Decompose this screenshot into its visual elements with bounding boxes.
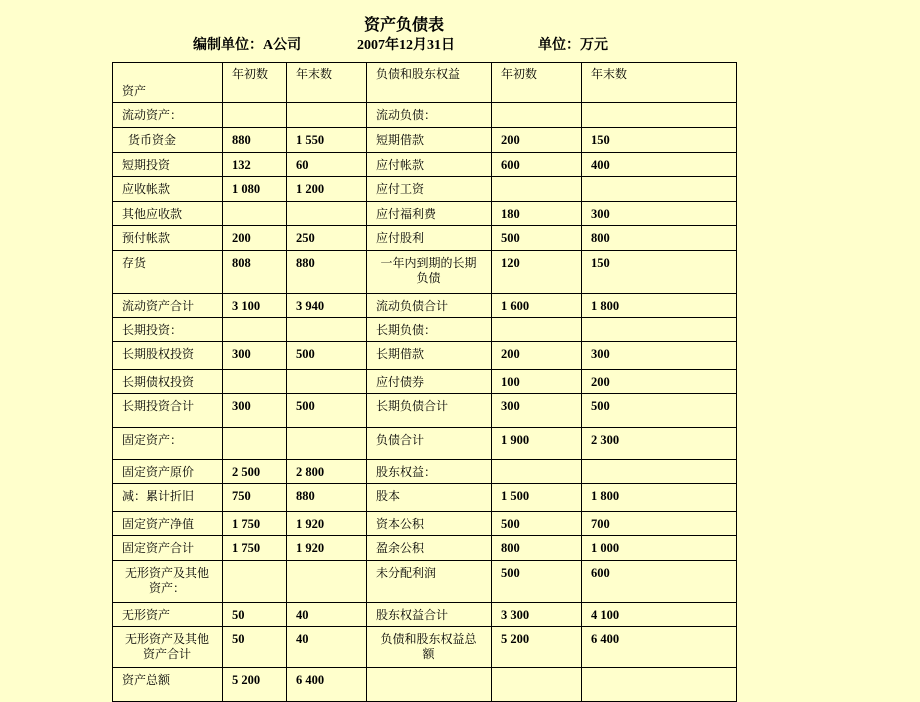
asset-begin-value-text: 300 xyxy=(232,347,251,361)
liability-label-text: 流动负债合计 xyxy=(376,299,449,313)
header-begin-assets: 年初数 xyxy=(223,63,287,103)
asset-end-value xyxy=(287,394,367,428)
liability-end-value xyxy=(582,318,737,342)
liability-begin-value-text: 200 xyxy=(501,347,520,361)
currency-unit-label: 单位： xyxy=(538,37,580,53)
asset-end-value-text: 1 920 xyxy=(296,541,325,555)
asset-end-value xyxy=(287,128,367,153)
liability-label xyxy=(367,512,492,536)
asset-label xyxy=(113,627,223,668)
liability-label-text: 应付股利 xyxy=(376,231,425,245)
asset-end-value xyxy=(287,294,367,318)
asset-begin-value xyxy=(223,460,287,484)
table-row xyxy=(113,294,737,318)
currency-unit-value: 万元 xyxy=(580,37,608,53)
liability-label xyxy=(367,342,492,370)
asset-begin-value xyxy=(223,536,287,561)
liability-begin-value xyxy=(492,294,582,318)
liability-begin-value xyxy=(492,128,582,153)
asset-end-value xyxy=(287,512,367,536)
asset-label xyxy=(113,668,223,702)
liability-label-text: 长期借款 xyxy=(376,347,425,361)
liability-end-value xyxy=(582,627,737,668)
asset-label xyxy=(113,428,223,460)
asset-end-value xyxy=(287,460,367,484)
liability-begin-value xyxy=(492,394,582,428)
liability-begin-value xyxy=(492,561,582,603)
asset-end-value-text: 6 400 xyxy=(296,673,325,687)
liability-label-text: 资本公积 xyxy=(376,517,425,531)
liability-begin-value xyxy=(492,460,582,484)
asset-end-value xyxy=(287,668,367,702)
liability-begin-value xyxy=(492,342,582,370)
liability-label xyxy=(367,103,492,128)
liability-end-value-text: 6 400 xyxy=(591,632,620,646)
liability-end-value-text: 1 800 xyxy=(591,489,620,503)
asset-end-value-text: 880 xyxy=(296,256,315,270)
asset-label xyxy=(113,370,223,394)
asset-end-value xyxy=(287,561,367,603)
asset-end-value-text: 2 800 xyxy=(296,465,325,479)
liability-label xyxy=(367,318,492,342)
asset-begin-value xyxy=(223,103,287,128)
header-end-liabilities: 年末数 xyxy=(582,63,737,103)
liability-end-value xyxy=(582,668,737,702)
asset-label xyxy=(113,294,223,318)
asset-label-line: 无形资产及其他 xyxy=(124,632,209,646)
liability-begin-value xyxy=(492,226,582,251)
liability-end-value-text: 4 100 xyxy=(591,608,620,622)
asset-label-text: 应收帐款 xyxy=(122,182,171,196)
liability-label xyxy=(367,370,492,394)
liability-end-value-text: 1 000 xyxy=(591,541,620,555)
asset-label-text: 存货 xyxy=(122,256,147,270)
liability-end-value xyxy=(582,128,737,153)
table-header-row xyxy=(113,63,737,103)
asset-begin-value xyxy=(223,484,287,512)
liability-begin-value-text: 120 xyxy=(501,256,520,270)
asset-end-value-text: 250 xyxy=(296,231,315,245)
asset-end-value-text: 60 xyxy=(296,158,309,172)
header-end-assets: 年末数 xyxy=(287,63,367,103)
asset-begin-value xyxy=(223,128,287,153)
asset-label xyxy=(113,603,223,627)
liability-label-text: 应付工资 xyxy=(376,182,425,196)
asset-label xyxy=(113,342,223,370)
liability-end-value xyxy=(582,370,737,394)
table-row xyxy=(113,460,737,484)
asset-label-text: 货币资金 xyxy=(128,133,177,147)
liability-label xyxy=(367,153,492,177)
asset-begin-value-text: 808 xyxy=(232,256,251,270)
liability-begin-value xyxy=(492,318,582,342)
liability-begin-value-text: 300 xyxy=(501,399,520,413)
asset-label xyxy=(113,226,223,251)
liability-end-value xyxy=(582,484,737,512)
asset-end-value-text: 1 200 xyxy=(296,182,325,196)
table-row xyxy=(113,226,737,251)
asset-label xyxy=(113,460,223,484)
liability-begin-value-text: 500 xyxy=(501,566,520,580)
table-row xyxy=(113,668,737,702)
asset-begin-value xyxy=(223,394,287,428)
asset-begin-value-text: 200 xyxy=(232,231,251,245)
asset-label xyxy=(113,512,223,536)
asset-label xyxy=(113,251,223,294)
liability-label-text: 短期借款 xyxy=(376,133,425,147)
asset-label xyxy=(113,484,223,512)
liability-end-value xyxy=(582,177,737,202)
liability-label xyxy=(367,668,492,702)
asset-end-value-text: 500 xyxy=(296,399,315,413)
header-begin-liabilities: 年初数 xyxy=(492,63,582,103)
report-date xyxy=(357,34,455,54)
asset-label xyxy=(113,177,223,202)
liability-label-text: 长期负债合计 xyxy=(376,399,449,413)
liability-label xyxy=(367,460,492,484)
asset-label-text: 减：累计折旧 xyxy=(122,489,195,503)
asset-begin-value-text: 1 750 xyxy=(232,541,261,555)
compiling-unit xyxy=(193,34,301,54)
asset-end-value xyxy=(287,226,367,251)
liability-begin-value xyxy=(492,251,582,294)
table-row xyxy=(113,428,737,460)
liability-end-value xyxy=(582,394,737,428)
asset-end-value xyxy=(287,342,367,370)
table-row xyxy=(113,318,737,342)
liability-label xyxy=(367,561,492,603)
liability-label xyxy=(367,128,492,153)
liability-begin-value-text: 100 xyxy=(501,375,520,389)
asset-label xyxy=(113,318,223,342)
asset-end-value xyxy=(287,202,367,226)
asset-label-line: 无形资产及其他 xyxy=(124,566,209,580)
liability-label-text: 流动负债： xyxy=(376,108,437,122)
asset-label-text: 预付帐款 xyxy=(122,231,171,245)
asset-begin-value xyxy=(223,603,287,627)
asset-begin-value-text: 2 500 xyxy=(232,465,261,479)
liability-end-value-text: 600 xyxy=(591,566,610,580)
liability-label xyxy=(367,603,492,627)
liability-end-value-text: 400 xyxy=(591,158,610,172)
header-liabilities-equity: 负债和股东权益 xyxy=(367,63,492,103)
asset-end-value xyxy=(287,370,367,394)
asset-end-value xyxy=(287,536,367,561)
asset-label-text: 长期投资： xyxy=(122,323,183,337)
liability-label-text: 盈余公积 xyxy=(376,541,425,555)
liability-label xyxy=(367,536,492,561)
asset-end-value-text: 500 xyxy=(296,347,315,361)
report-date-value: 2007年12月31日 xyxy=(357,38,455,53)
asset-label-text: 短期投资 xyxy=(122,158,171,172)
liability-begin-value-text: 600 xyxy=(501,158,520,172)
asset-label xyxy=(113,103,223,128)
liability-begin-value xyxy=(492,370,582,394)
asset-begin-value-text: 132 xyxy=(232,158,251,172)
asset-begin-value xyxy=(223,318,287,342)
liability-label-line: 额 xyxy=(422,647,435,661)
currency-unit xyxy=(538,34,608,54)
liability-begin-value-text: 800 xyxy=(501,541,520,555)
asset-label xyxy=(113,394,223,428)
document-title: 资产负债表 xyxy=(363,15,444,34)
liability-begin-value-text: 3 300 xyxy=(501,608,530,622)
liability-begin-value xyxy=(492,177,582,202)
liability-end-value xyxy=(582,561,737,603)
liability-begin-value xyxy=(492,153,582,177)
liability-end-value-text: 500 xyxy=(591,399,610,413)
asset-label xyxy=(113,153,223,177)
liability-end-value xyxy=(582,153,737,177)
liability-label xyxy=(367,177,492,202)
liability-label-line: 一年内到期的长期 xyxy=(380,256,477,270)
asset-label xyxy=(113,202,223,226)
table-row xyxy=(113,536,737,561)
liability-begin-value-text: 5 200 xyxy=(501,632,530,646)
asset-label-line: 资产： xyxy=(148,581,185,595)
asset-label-text: 长期股权投资 xyxy=(122,347,195,361)
asset-begin-value xyxy=(223,153,287,177)
balance-sheet-table xyxy=(112,62,737,702)
asset-end-value-text: 880 xyxy=(296,489,315,503)
liability-label-text: 应付福利费 xyxy=(376,207,437,221)
liability-end-value xyxy=(582,202,737,226)
liability-label-text: 股东权益： xyxy=(376,465,437,479)
liability-begin-value xyxy=(492,668,582,702)
table-row xyxy=(113,177,737,202)
liability-begin-value-text: 1 900 xyxy=(501,433,530,447)
liability-label xyxy=(367,226,492,251)
liability-label-text: 未分配利润 xyxy=(376,566,437,580)
liability-begin-value xyxy=(492,627,582,668)
asset-label-text: 无形资产 xyxy=(122,608,171,622)
compiling-unit-label: 编制单位： xyxy=(193,37,263,53)
asset-begin-value xyxy=(223,428,287,460)
liability-end-value xyxy=(582,294,737,318)
asset-begin-value xyxy=(223,627,287,668)
table-row xyxy=(113,370,737,394)
asset-end-value xyxy=(287,428,367,460)
liability-begin-value xyxy=(492,512,582,536)
asset-label-text: 固定资产净值 xyxy=(122,517,195,531)
liability-end-value xyxy=(582,251,737,294)
asset-label-text: 其他应收款 xyxy=(122,207,183,221)
liability-label-text: 长期负债： xyxy=(376,323,437,337)
liability-end-value xyxy=(582,536,737,561)
liability-end-value xyxy=(582,226,737,251)
asset-begin-value xyxy=(223,342,287,370)
liability-label-text: 应付债券 xyxy=(376,375,425,389)
asset-begin-value-text: 880 xyxy=(232,133,251,147)
table-row xyxy=(113,561,737,603)
liability-begin-value-text: 180 xyxy=(501,207,520,221)
liability-label xyxy=(367,627,492,668)
asset-label-text: 长期债权投资 xyxy=(122,375,195,389)
liability-label-text: 股东权益合计 xyxy=(376,608,449,622)
liability-begin-value-text: 500 xyxy=(501,231,520,245)
asset-begin-value xyxy=(223,370,287,394)
table-body xyxy=(113,103,737,702)
liability-end-value-text: 1 800 xyxy=(591,299,620,313)
table-row xyxy=(113,603,737,627)
asset-label-text: 固定资产： xyxy=(122,433,183,447)
liability-begin-value xyxy=(492,603,582,627)
table-row xyxy=(113,202,737,226)
asset-label-line: 资产合计 xyxy=(142,647,191,661)
asset-end-value xyxy=(287,603,367,627)
liability-begin-value-text: 500 xyxy=(501,517,520,531)
liability-label xyxy=(367,394,492,428)
asset-begin-value xyxy=(223,202,287,226)
asset-end-value-text: 40 xyxy=(296,632,309,646)
asset-end-value-text: 1 550 xyxy=(296,133,325,147)
liability-begin-value xyxy=(492,202,582,226)
table-row xyxy=(113,103,737,128)
liability-end-value xyxy=(582,103,737,128)
asset-begin-value-text: 1 080 xyxy=(232,182,261,196)
asset-begin-value xyxy=(223,177,287,202)
asset-begin-value-text: 300 xyxy=(232,399,251,413)
liability-begin-value xyxy=(492,484,582,512)
asset-label-text: 流动资产合计 xyxy=(122,299,195,313)
liability-end-value-text: 800 xyxy=(591,231,610,245)
liability-end-value xyxy=(582,603,737,627)
liability-end-value xyxy=(582,342,737,370)
asset-end-value xyxy=(287,103,367,128)
asset-label xyxy=(113,561,223,603)
asset-label xyxy=(113,128,223,153)
asset-end-value xyxy=(287,318,367,342)
liability-begin-value xyxy=(492,103,582,128)
liability-end-value-text: 200 xyxy=(591,375,610,389)
liability-label-text: 股本 xyxy=(376,489,401,503)
asset-begin-value xyxy=(223,251,287,294)
asset-begin-value-text: 1 750 xyxy=(232,517,261,531)
asset-label-text: 资产总额 xyxy=(122,673,171,687)
table-row xyxy=(113,128,737,153)
liability-label xyxy=(367,484,492,512)
asset-end-value-text: 40 xyxy=(296,608,309,622)
liability-label xyxy=(367,202,492,226)
liability-end-value xyxy=(582,428,737,460)
liability-label-line: 负债和股东权益总 xyxy=(380,632,477,646)
asset-end-value-text: 3 940 xyxy=(296,299,325,313)
liability-label-line: 负债 xyxy=(416,271,441,285)
liability-label xyxy=(367,428,492,460)
asset-end-value xyxy=(287,177,367,202)
asset-begin-value-text: 50 xyxy=(232,608,245,622)
asset-label-text: 流动资产： xyxy=(122,108,183,122)
table-row xyxy=(113,153,737,177)
liability-label xyxy=(367,251,492,294)
table-row xyxy=(113,251,737,294)
table-row xyxy=(113,484,737,512)
liability-end-value xyxy=(582,460,737,484)
liability-begin-value xyxy=(492,428,582,460)
asset-end-value xyxy=(287,251,367,294)
table-row xyxy=(113,512,737,536)
liability-end-value-text: 150 xyxy=(591,256,610,270)
liability-end-value-text: 150 xyxy=(591,133,610,147)
liability-end-value-text: 300 xyxy=(591,347,610,361)
asset-label-text: 长期投资合计 xyxy=(122,399,195,413)
asset-begin-value xyxy=(223,294,287,318)
asset-end-value xyxy=(287,484,367,512)
asset-begin-value xyxy=(223,668,287,702)
liability-begin-value-text: 1 600 xyxy=(501,299,530,313)
liability-end-value-text: 300 xyxy=(591,207,610,221)
liability-begin-value-text: 1 500 xyxy=(501,489,530,503)
asset-begin-value-text: 5 200 xyxy=(232,673,261,687)
header-asset: 资产 xyxy=(113,63,223,103)
liability-end-value-text: 2 300 xyxy=(591,433,620,447)
asset-begin-value-text: 750 xyxy=(232,489,251,503)
asset-begin-value xyxy=(223,561,287,603)
compiling-unit-value: A公司 xyxy=(263,38,302,53)
asset-end-value-text: 1 920 xyxy=(296,517,325,531)
table-row xyxy=(113,627,737,668)
asset-label-text: 固定资产原价 xyxy=(122,465,195,479)
asset-begin-value-text: 3 100 xyxy=(232,299,261,313)
table-row xyxy=(113,342,737,370)
liability-label xyxy=(367,294,492,318)
liability-end-value xyxy=(582,512,737,536)
asset-begin-value xyxy=(223,226,287,251)
asset-label-text: 固定资产合计 xyxy=(122,541,195,555)
asset-end-value xyxy=(287,627,367,668)
liability-end-value-text: 700 xyxy=(591,517,610,531)
liability-begin-value-text: 200 xyxy=(501,133,520,147)
asset-begin-value xyxy=(223,512,287,536)
asset-label xyxy=(113,536,223,561)
asset-begin-value-text: 50 xyxy=(232,632,245,646)
table-row xyxy=(113,394,737,428)
liability-begin-value xyxy=(492,536,582,561)
liability-label-text: 应付帐款 xyxy=(376,158,425,172)
asset-end-value xyxy=(287,153,367,177)
liability-label-text: 负债合计 xyxy=(376,433,425,447)
